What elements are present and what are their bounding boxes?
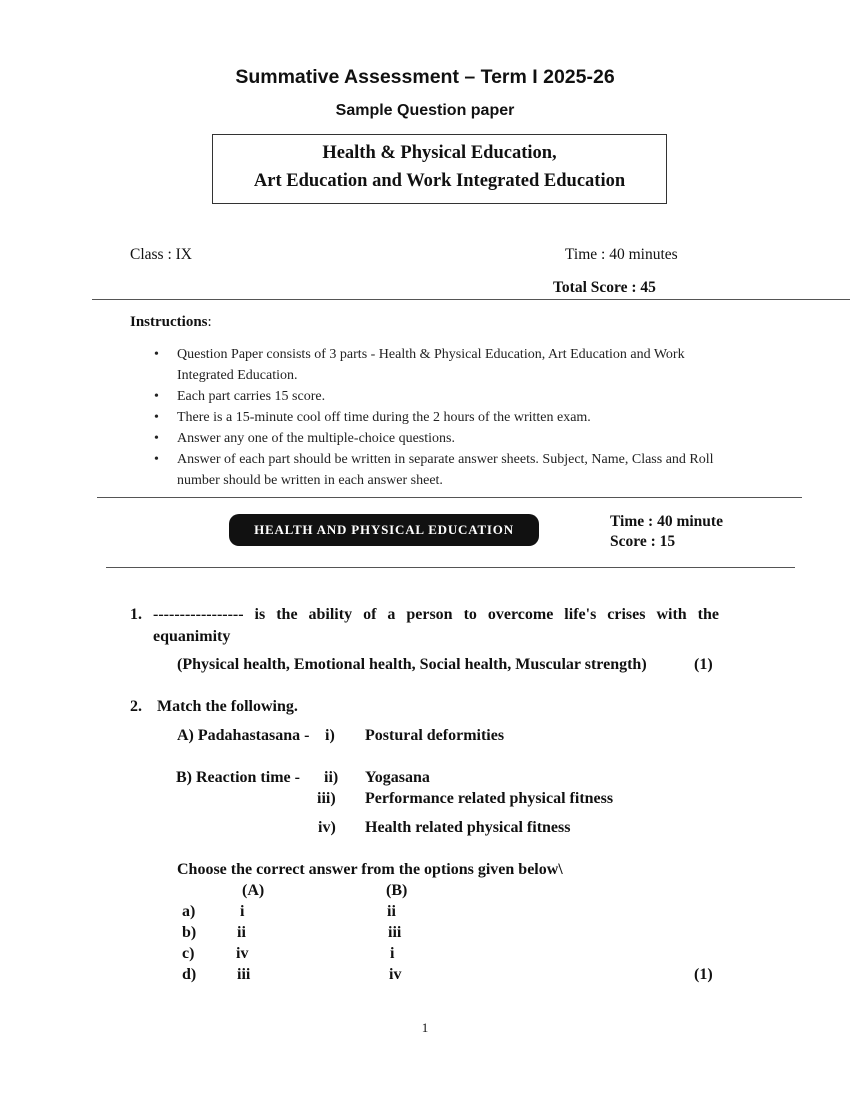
instruction-item: • Question Paper consists of 3 parts - Health & Physical Education, Art Education and Work Integrated Education.: [151, 344, 731, 386]
q2-label-a: A) Padahastasana -: [177, 727, 310, 744]
q2-mark: (1): [694, 966, 713, 983]
q2-label-b: B) Reaction time -: [176, 769, 300, 786]
q2-option-b: iv: [389, 966, 402, 983]
instructions-heading-colon: :: [207, 314, 212, 330]
section-title-badge: HEALTH AND PHYSICAL EDUCATION: [229, 514, 539, 546]
q2-item-text: Yogasana: [365, 769, 430, 786]
paper-title: Summative Assessment – Term I 2025-26: [235, 66, 615, 88]
page-number: 1: [421, 1020, 429, 1035]
q2-option-a: iii: [237, 966, 251, 983]
time-label: Time : 40 minutes: [565, 246, 678, 263]
total-score-label: Total Score : 45: [553, 279, 656, 296]
q2-option-label: a): [182, 903, 196, 920]
q2-col-a-header: (A): [242, 882, 265, 899]
q2-option-b: iii: [388, 924, 402, 941]
instruction-item: • Each part carries 15 score.: [151, 386, 731, 407]
subject-line-1: Health & Physical Education,: [322, 143, 557, 163]
q2-option-b: ii: [387, 903, 396, 920]
subject-box: [212, 134, 667, 204]
instruction-item: • Answer any one of the multiple-choice questions.: [151, 428, 731, 449]
q2-item-num: i): [325, 727, 335, 744]
q2-col-b-header: (B): [386, 882, 408, 899]
q2-number: 2.: [130, 698, 142, 715]
subject-line-2: Art Education and Work Integrated Education: [253, 171, 626, 191]
divider-mid: [97, 497, 802, 498]
q1-options: (Physical health, Emotional health, Social health, Muscular strength): [177, 656, 647, 673]
instructions-list: [151, 344, 731, 491]
q2-option-a: ii: [237, 924, 246, 941]
q2-text: Match the following.: [157, 698, 298, 715]
q2-choose-text: Choose the correct answer from the options given below\: [177, 861, 563, 878]
q2-item-text: Health related physical fitness: [365, 819, 571, 836]
instruction-item: • Answer of each part should be written in separate answer sheets. Subject, Name, Class and Roll number should be written in each answer sheet.: [151, 449, 731, 491]
paper-subtitle: Sample Question paper: [335, 102, 515, 119]
q1-number: 1.: [130, 606, 142, 623]
q2-option-a: i: [240, 903, 245, 920]
instruction-item: • There is a 15-minute cool off time during the 2 hours of the written exam.: [151, 407, 731, 428]
instructions-heading-text: Instructions: [130, 314, 208, 330]
q2-item-text: Postural deformities: [365, 727, 505, 744]
section-score: Score : 15: [610, 533, 676, 550]
q1-text-line1: ----------------- is the ability of a person to overcome life's crises with the: [153, 606, 719, 623]
q2-option-a: iv: [236, 945, 249, 962]
q2-item-num: iii): [317, 790, 336, 807]
divider-section: [106, 567, 795, 568]
q2-option-label: c): [182, 945, 195, 962]
q2-item-num: iv): [318, 819, 336, 836]
q2-option-label: b): [182, 924, 197, 941]
instructions-heading: [130, 314, 212, 331]
q1-mark: (1): [694, 656, 713, 673]
q2-option-b: i: [390, 945, 395, 962]
section-time: Time : 40 minute: [610, 513, 723, 530]
q2-option-label: d): [182, 966, 197, 983]
q2-item-num: ii): [324, 769, 339, 786]
class-label: Class : IX: [130, 246, 192, 263]
q1-text-line2: equanimity: [153, 628, 231, 645]
q2-item-text: Performance related physical fitness: [365, 790, 614, 807]
divider-top: [92, 299, 850, 300]
